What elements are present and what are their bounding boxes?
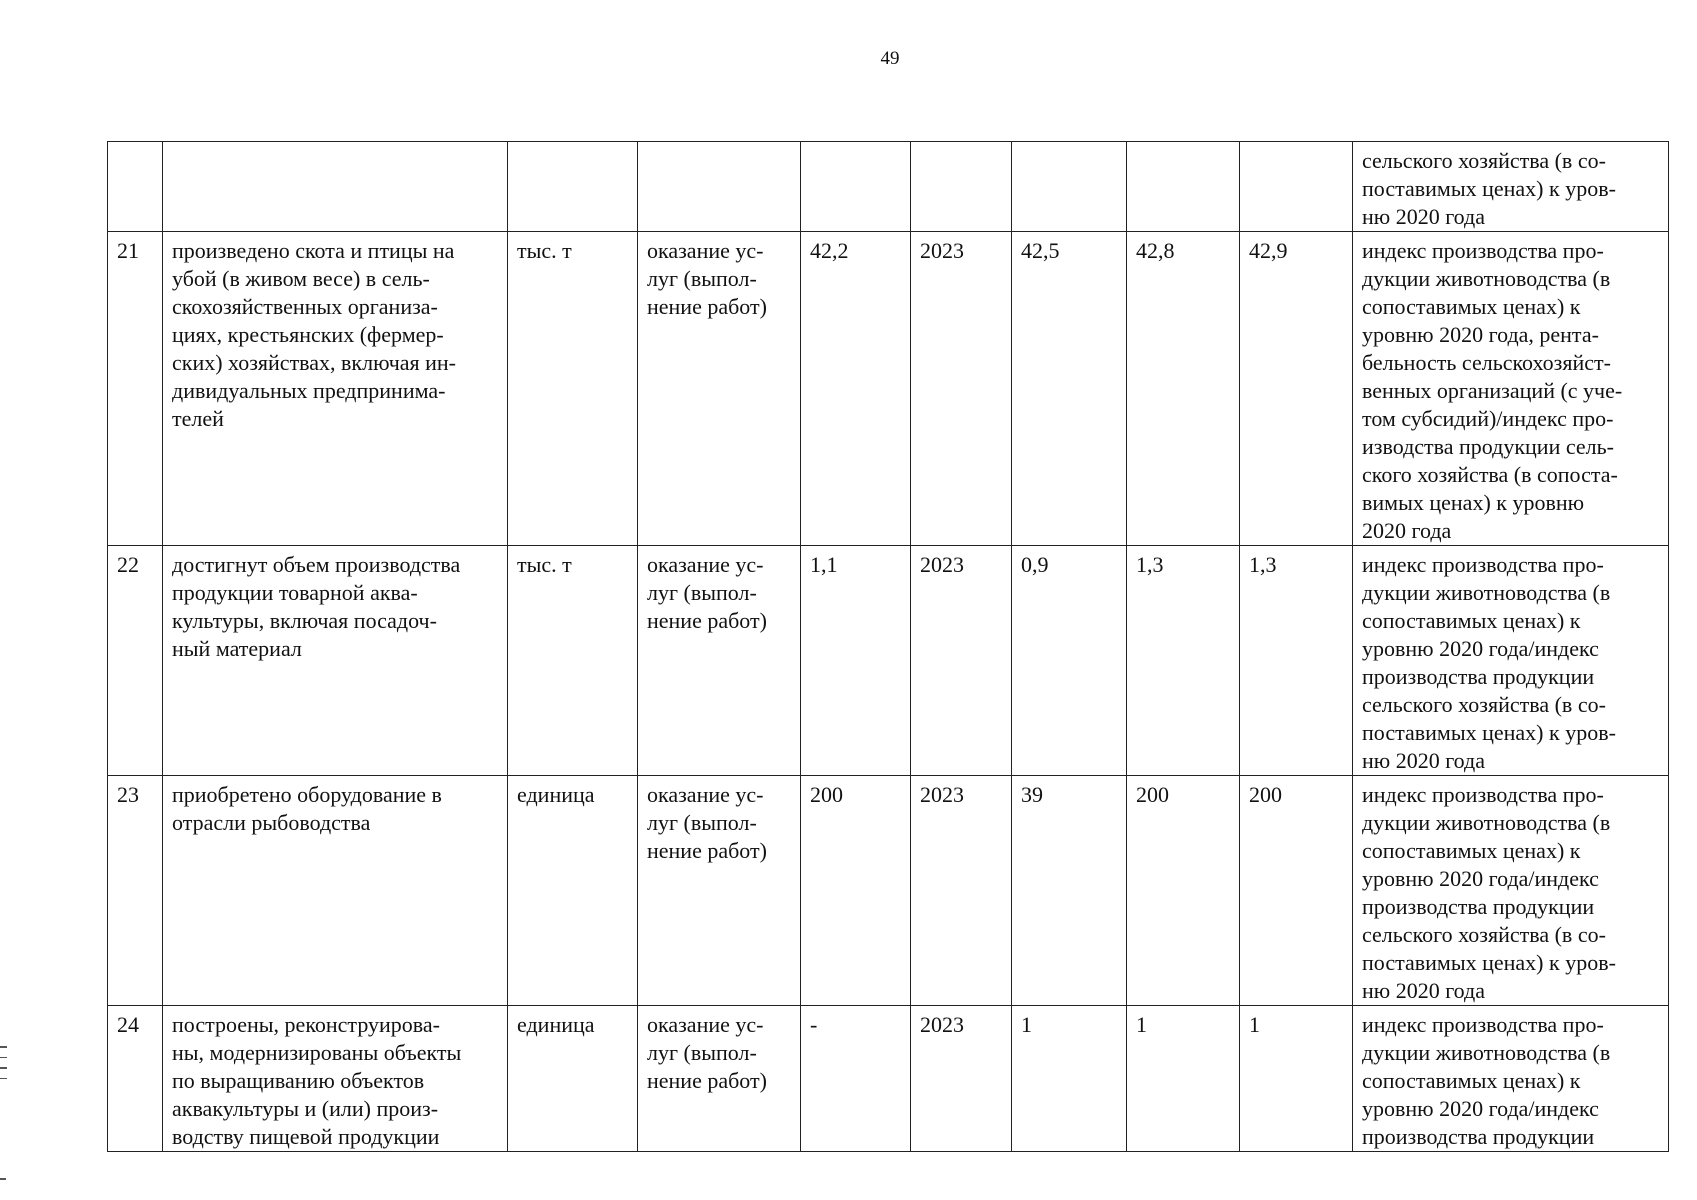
base-year: 2023 [911, 232, 1012, 546]
scan-edge-marks [0, 1046, 8, 1106]
result-name: достигнут объем производства продукции товарной аква- культуры, включая посадоч- ный материал [163, 546, 508, 776]
value-year-2: 42,8 [1127, 232, 1240, 546]
linked-indicator: индекс производства про- дукции животноводства (в сопоставимых ценах) к уровню 2020 года, рента- бельность сельскохозяйст- венных организаций (с уче- том субсидий)/индекс про- изводства продукции сель- ского хозяйства (в сопоста- вимых ценах) к уровню 2020 года [1353, 232, 1669, 546]
value-year-3: 1 [1240, 1006, 1353, 1152]
base-value: - [801, 1006, 911, 1152]
unit-of-measure: тыс. т [508, 232, 638, 546]
page-number: 49 [880, 48, 900, 69]
base-year [911, 142, 1012, 232]
base-year: 2023 [911, 546, 1012, 776]
row-number [108, 142, 163, 232]
result-name [163, 142, 508, 232]
base-value [801, 142, 911, 232]
base-value: 200 [801, 776, 911, 1006]
value-year-2: 1 [1127, 1006, 1240, 1152]
result-type: оказание ус- луг (выпол- нение работ) [638, 1006, 801, 1152]
linked-indicator: сельского хозяйства (в со- поставимых ценах) к уров- ню 2020 года [1353, 142, 1669, 232]
value-year-3: 1,3 [1240, 546, 1353, 776]
unit-of-measure: тыс. т [508, 546, 638, 776]
value-year-1 [1012, 142, 1127, 232]
table-row [108, 232, 1669, 546]
table-row [108, 142, 1669, 232]
linked-indicator: индекс производства про- дукции животноводства (в сопоставимых ценах) к уровню 2020 года/индекс производства продукции сельского хозяйства (в со- поставимых ценах) к уров- ню 2020 года [1353, 776, 1669, 1006]
value-year-1: 1 [1012, 1006, 1127, 1152]
result-name: приобретено оборудование в отрасли рыбоводства [163, 776, 508, 1006]
table-row [108, 546, 1669, 776]
value-year-2: 1,3 [1127, 546, 1240, 776]
value-year-2 [1127, 142, 1240, 232]
linked-indicator: индекс производства про- дукции животноводства (в сопоставимых ценах) к уровню 2020 года/индекс производства продукции сельского хозяйства (в со- поставимых ценах) к уров- ню 2020 года [1353, 546, 1669, 776]
value-year-2: 200 [1127, 776, 1240, 1006]
row-number: 22 [108, 546, 163, 776]
data-table [107, 141, 1669, 1152]
base-value: 42,2 [801, 232, 911, 546]
base-year: 2023 [911, 1006, 1012, 1152]
table-row [108, 1006, 1669, 1152]
result-type [638, 142, 801, 232]
result-type: оказание ус- луг (выпол- нение работ) [638, 546, 801, 776]
value-year-1: 0,9 [1012, 546, 1127, 776]
row-number: 21 [108, 232, 163, 546]
result-type: оказание ус- луг (выпол- нение работ) [638, 232, 801, 546]
scan-edge-dash [0, 1178, 6, 1180]
linked-indicator: индекс производства про- дукции животноводства (в сопоставимых ценах) к уровню 2020 года/индекс производства продукции [1353, 1006, 1669, 1152]
result-name: построены, реконструирова- ны, модернизированы объекты по выращиванию объектов аквакультуры и (или) произ- водству пищевой продукции [163, 1006, 508, 1152]
result-name: произведено скота и птицы на убой (в живом весе) в сель- скохозяйственных организа- циях, крестьянских (фермер- ских) хозяйствах, включая ин- дивидуальных предпринима- телей [163, 232, 508, 546]
base-year: 2023 [911, 776, 1012, 1006]
unit-of-measure: единица [508, 1006, 638, 1152]
value-year-3: 42,9 [1240, 232, 1353, 546]
result-type: оказание ус- луг (выпол- нение работ) [638, 776, 801, 1006]
table-row [108, 776, 1669, 1006]
base-value: 1,1 [801, 546, 911, 776]
row-number: 24 [108, 1006, 163, 1152]
unit-of-measure [508, 142, 638, 232]
value-year-1: 42,5 [1012, 232, 1127, 546]
value-year-1: 39 [1012, 776, 1127, 1006]
row-number: 23 [108, 776, 163, 1006]
value-year-3 [1240, 142, 1353, 232]
value-year-3: 200 [1240, 776, 1353, 1006]
unit-of-measure: единица [508, 776, 638, 1006]
